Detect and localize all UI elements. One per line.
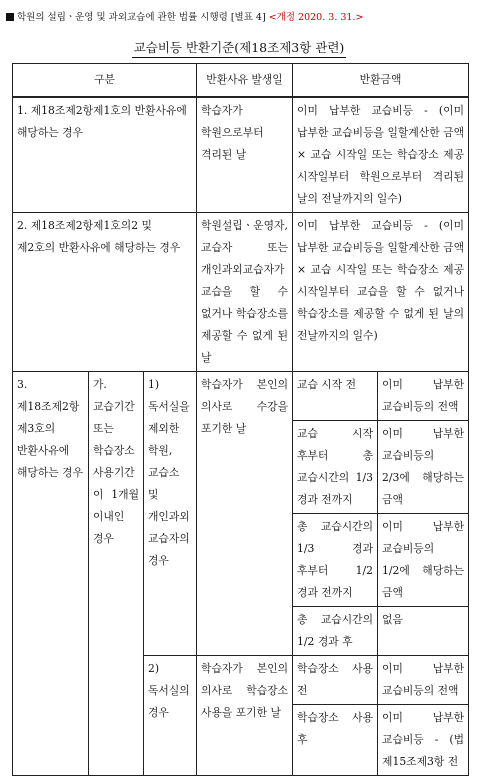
- row2-category: 2. 제18조제2항제1호의2 및 제2호의 반환사유에 해당하는 경우: [13, 213, 197, 372]
- item1-case-when: 교습 시작 후부터 총 교습시간의 1/3 경과 전까지: [293, 421, 378, 514]
- item2-case-when: 학습장소 사용 후: [293, 705, 378, 776]
- row1-occurrence: 학습자가 학원으로부터 격리된 날: [197, 97, 293, 213]
- col-header-category: 구분: [13, 64, 197, 98]
- item1-case-when: 교습 시작 전: [293, 372, 378, 421]
- col-header-refund: 반환금액: [293, 64, 469, 98]
- item1-case-amount: 이미 납부한 교습비등의 1/2에 해당하는 금액: [378, 514, 469, 607]
- row3-category: 3. 제18조제2항제3호의 반환사유에 해당하는 경우: [13, 372, 89, 776]
- col-header-occurrence: 반환사유 발생일: [197, 64, 293, 98]
- item1-label: 1) 독서실을 제외한 학원, 교습소 및 개인과외교습자의 경우: [144, 372, 197, 656]
- table-header-row: [13, 64, 469, 98]
- table-row: [13, 372, 469, 421]
- item1-occurrence: 학습자가 본인의 의사로 수강을 포기한 날: [197, 372, 293, 656]
- item1-case-amount: 이미 납부한 교습비등의 2/3에 해당하는 금액: [378, 421, 469, 514]
- refund-table: [12, 63, 469, 776]
- document-title: 교습비등 반환기준(제18조제3항 관련): [0, 38, 478, 58]
- item1-case-when: 총 교습시간의 1/2 경과 후: [293, 607, 378, 656]
- item2-occurrence: 학습자가 본인의 의사로 학습장소 사용을 포기한 날: [197, 656, 293, 776]
- document-header: [6, 9, 363, 23]
- square-bullet-icon: [6, 13, 14, 21]
- header-text: 학원의 설립ㆍ운영 및 과외교습에 관한 법률 시행령 [별표 4]: [17, 12, 266, 23]
- item2-label: 2) 독서실의 경우: [144, 656, 197, 776]
- item2-case-amount: 이미 납부한 교습비등의 전액: [378, 656, 469, 705]
- item1-case-amount: 이미 납부한 교습비등의 전액: [378, 372, 469, 421]
- table-row: [13, 97, 469, 213]
- row2-occurrence: 학원설립ㆍ운영자, 교습자 또는 개인과외교습자가 교습을 할 수 없거나 학습장소를 제공할 수 없게 된 날: [197, 213, 293, 372]
- row3-sub-a: 가. 교습기간 또는 학습장소 사용기간이 1개월 이내인 경우: [89, 372, 144, 776]
- item2-case-amount: 이미 납부한 교습비등 - (법 제15조제3항 전: [378, 705, 469, 776]
- item1-case-amount: 없음: [378, 607, 469, 656]
- row1-refund: 이미 납부한 교습비등 - (이미 납부한 교습비등을 일할계산한 금액 × 교습 시작일 또는 학습장소 제공 시작일부터 학원으로부터 격리된 날의 전날까지의 일수): [293, 97, 469, 213]
- item2-case-when: 학습장소 사용 전: [293, 656, 378, 705]
- row1-category: 1. 제18조제2항제1호의 반환사유에 해당하는 경우: [13, 97, 197, 213]
- item1-case-when: 총 교습시간의 1/3 경과 후부터 1/2 경과 전까지: [293, 514, 378, 607]
- row2-refund: 이미 납부한 교습비등 - (이미 납부한 교습비등을 일할계산한 금액 × 교습 시작일 또는 학습장소 제공 시작일부터 교습을 할 수 없거나 학습장소를 제공할 수 없게 된 날의 전날까지의 일수): [293, 213, 469, 372]
- table-row: [13, 213, 469, 372]
- revision-note: <개정 2020. 3. 31.>: [268, 12, 364, 23]
